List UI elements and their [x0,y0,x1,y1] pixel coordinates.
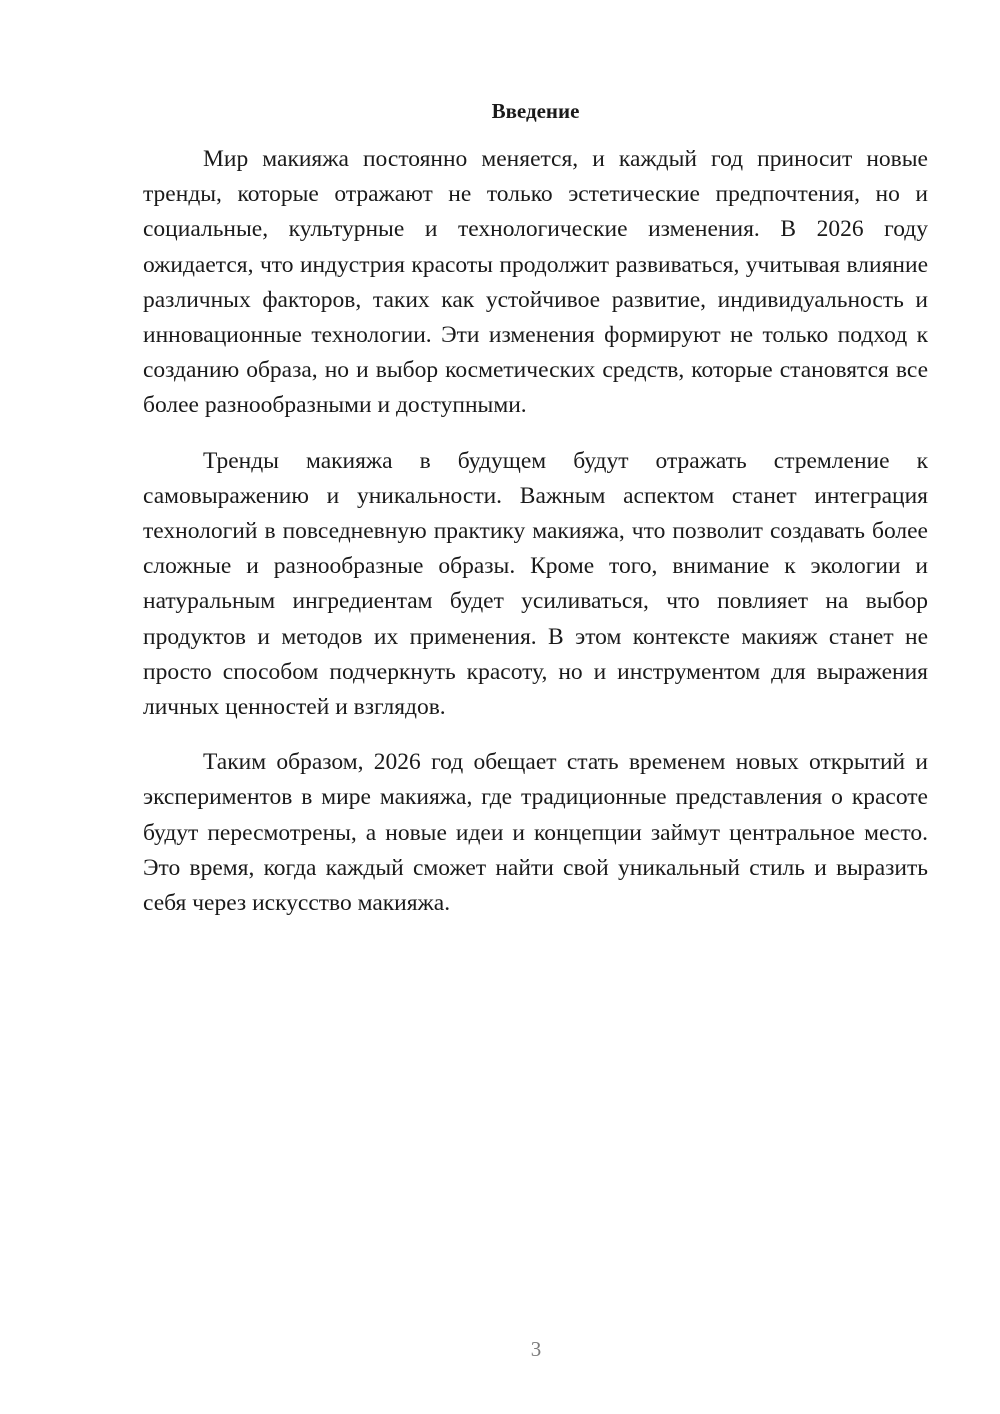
section-heading: Введение [491,99,580,123]
page-number: 3 [530,1337,542,1361]
paragraph-1: Мир макияжа постоянно меняется, и каждый год приносит новые тренды, которые отражают не только эстетические предпочтения, но и социальные, культурные и технологические изменения. В 2026 году ожидается, что индустрия красоты продолжит развиваться, учитывая влияние различных факторов, таких как устойчивое развитие, индивидуальность и инновационные технологии. Эти изменения формируют не только подход к созданию образа, но и выбор косметических средств, которые становятся все более разнообразными и доступными. [143,146,928,419]
paragraph-3: Таким образом, 2026 год обещает стать временем новых открытий и экспериментов в мире макияжа, где традиционные представления о красоте будут пересмотрены, а новые идеи и концепции займут центральное место. Это время, когда каждый сможет найти свой уникальный стиль и выразить себя через искусство макияжа. [143,749,928,917]
paragraph-2: Тренды макияжа в будущем будут отражать стремление к самовыражению и уникальности. Важным аспектом станет интеграция технологий в повседневную практику макияжа, что позволит создавать более сложные и разнообразные образы. Кроме того, внимание к экологии и натуральным ингредиентам будет усиливаться, что повлияет на выбор продуктов и методов их применения. В этом контексте макияж станет не просто способом подчеркнуть красоту, но и инструментом для выражения личных ценностей и взглядов. [143,447,928,721]
body-text [143,142,928,941]
